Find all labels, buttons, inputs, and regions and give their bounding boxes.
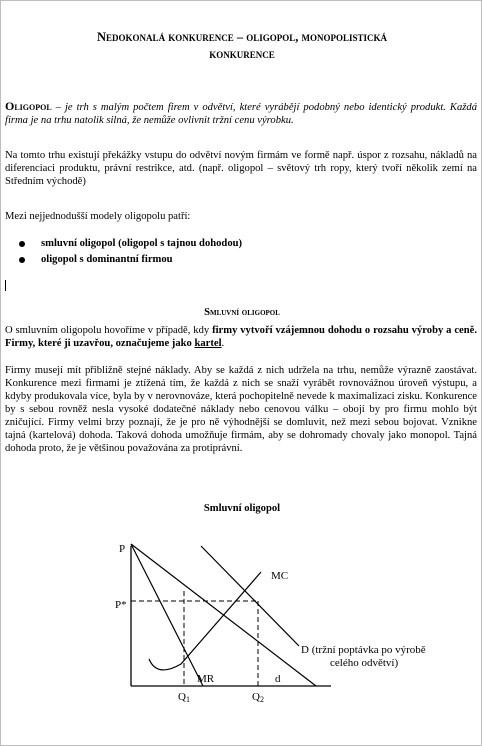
q2-label [252,691,264,704]
barriers-paragraph: Na tomto trhu existují překážky vstupu do odvětví novým firmám ve formě např. úspor z rozsahu, nákladů na diferenciaci produktu, právní restrikce, atd. (např. oligopol – světový trh ropy, který tvoří několik zemí na Středním východě) [5,150,477,187]
models-intro: Mezi nejjednodušší modely oligopolu patří: [5,211,191,222]
page-title [1,29,482,63]
text-cursor [5,280,6,291]
d-label: d [275,673,281,685]
list-item: oligopol s dominantní firmou [15,252,242,268]
cartel-definition-end: . [221,338,225,349]
demand-label-line-1: D (tržní poptávka po výrobě [301,644,426,656]
marginal-cost-curve [149,572,261,670]
cartel-diagram [111,536,451,706]
market-demand-curve [201,546,299,646]
page-title-line-1: Nedokonalá konkurence – oligopol, monopolistická [97,30,387,45]
kartel-term: kartel [194,338,222,349]
mr-label: MR [197,673,215,685]
cartel-definition-bold: firmy vytvoří vzájemnou dohodu o rozsahu výroby a ceně. Firmy, které ji uzavřou, označujeme jako [5,325,477,349]
mc-label: MC [271,570,289,582]
oligopol-definition-text: je trh s malým počtem firem v odvětví, které vyrábějí podobný nebo identický produkt. Každá firma je na trhu natolik silná, že nemůže ovlivnit tržní cenu výrobku. [5,102,477,126]
oligopol-term: Oligopol [5,99,52,113]
definition-dash: – [51,102,65,113]
price-axis-label: P [119,543,126,555]
q1-label-main: Q [178,691,186,703]
cartel-definition-paragraph [5,324,477,350]
q1-label [178,691,190,704]
marginal-revenue-curve [131,544,203,686]
firms-paragraph: Firmy musejí mít přibližně stejné náklady. Aby se každá z nich udržela na trhu, nemůže výrazně zaostávat. Konkurence mezi firmami je ztížená tím, že každá z nich se snaží vyrábět rovnovážnou úroveň výstupu, a kdyby produkovala více, byla by v nerovnováze, která pochopitelně nevede k maximalizaci zisku. Konkurence by s sebou rovněž nesla vysoké dodatečné náklady nebo cenovou válku – obojí by pro firmu mohlo být zničující. Firmy velmi brzy poznají, že je pro ně výhodnější se domluvit, než mezi sebou bojovat. Vznikne tajná (kartelová) dohoda. Taková dohoda umožňuje firmám, aby se dohromady chovaly jako monopol. Tajná dohoda proto, že je většinou považována za protiprávní. [5,365,477,454]
price-star-label: P* [115,599,127,611]
models-list [15,236,242,268]
cartel-definition-text: O smluvním oligopolu hovoříme v případě, kdy [5,325,213,336]
section-heading: Smluvní oligopol [204,306,280,318]
q2-label-sub: 2 [259,695,264,704]
q1-label-sub: 1 [185,695,190,704]
demand-label-line-2: celého odvětví) [330,657,399,669]
page-title-line-2: konkurence [209,47,275,62]
q2-label-main: Q [252,691,260,703]
list-item: smluvní oligopol (oligopol s tajnou dohodou) [15,236,242,252]
oligopol-definition [5,100,477,127]
chart-title: Smluvní oligopol [203,503,281,514]
